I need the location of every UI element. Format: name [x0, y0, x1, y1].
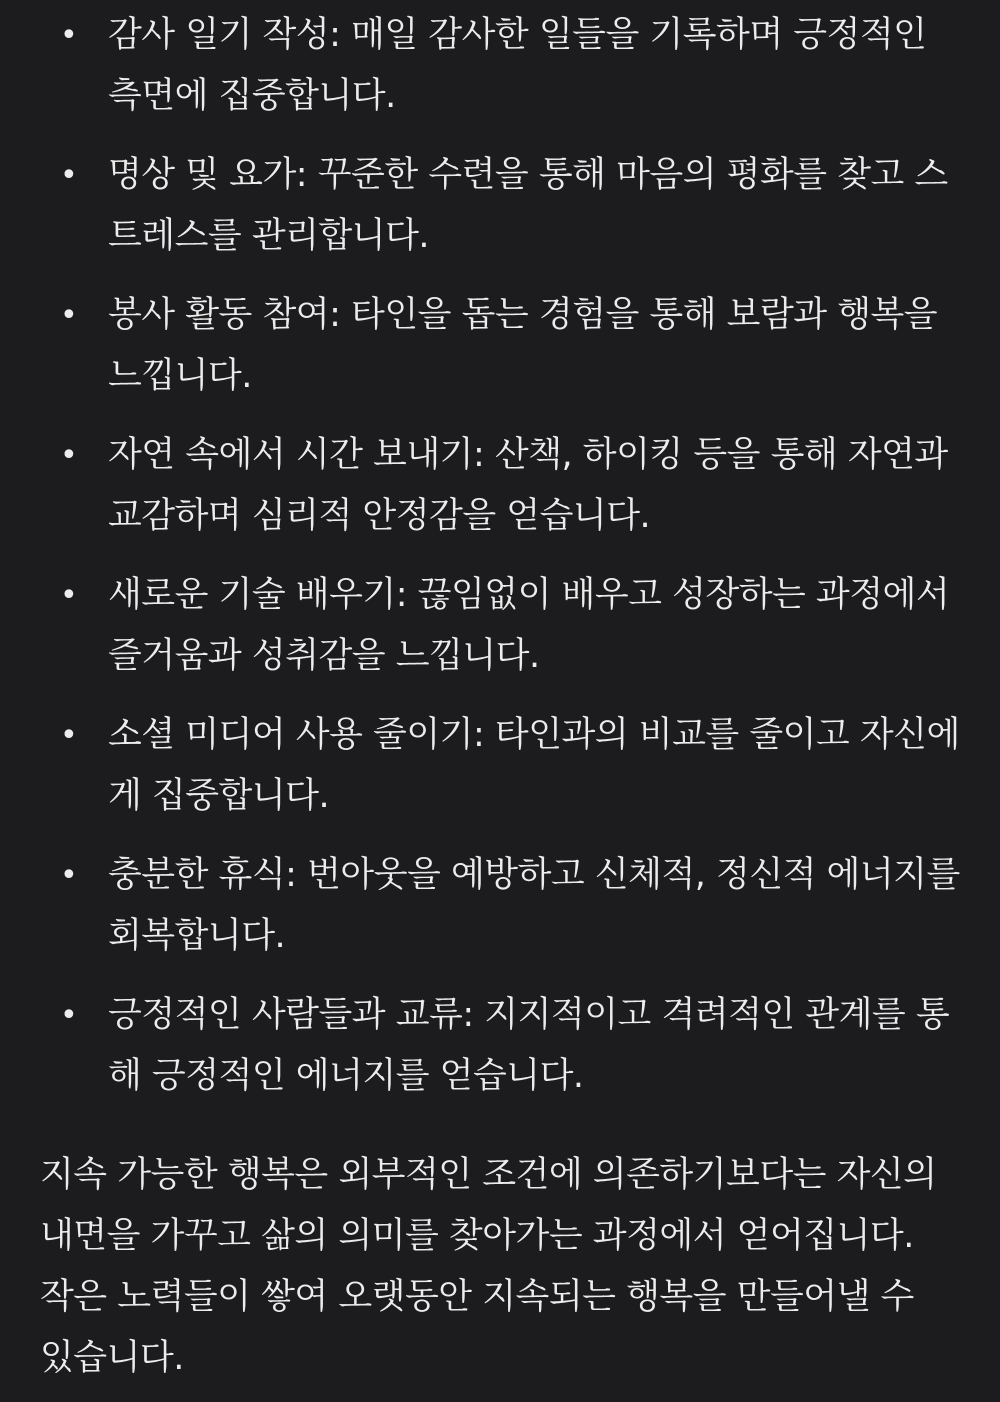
bullet-dot-icon: •: [60, 718, 78, 753]
list-item-text: 명상 및 요가: 꾸준한 수련을 통해 마음의 평화를 찾고 스트레스를 관리합니다.: [108, 155, 948, 256]
list-item: [40, 845, 960, 967]
bullet-dot-icon: •: [60, 158, 78, 193]
list-item-text: 자연 속에서 시간 보내기: 산책, 하이킹 등을 통해 자연과 교감하며 심리적 안정감을 얻습니다.: [108, 435, 948, 536]
bullet-dot-icon: •: [60, 578, 78, 613]
list-item: [40, 5, 960, 127]
summary-paragraph: 지속 가능한 행복은 외부적인 조건에 의존하기보다는 자신의 내면을 가꾸고 삶의 의미를 찾아가는 과정에서 얻어집니다. 작은 노력들이 쌓여 오랫동안 지속되는 행복을 만들어낼 수 있습니다.: [40, 1155, 937, 1378]
list-item-text: 소셜 미디어 사용 줄이기: 타인과의 비교를 줄이고 자신에게 집중합니다.: [108, 715, 960, 816]
list-item-text: 감사 일기 작성: 매일 감사한 일들을 기록하며 긍정적인 측면에 집중합니다.: [108, 15, 927, 116]
list-item: [40, 985, 960, 1107]
list-item: [40, 425, 960, 547]
bullet-dot-icon: •: [60, 438, 78, 473]
list-item: [40, 285, 960, 407]
bullet-dot-icon: •: [60, 18, 78, 53]
list-item: [40, 705, 960, 827]
bullet-dot-icon: •: [60, 298, 78, 333]
bullet-list: [40, 5, 960, 1107]
list-item-text: 긍정적인 사람들과 교류: 지지적이고 격려적인 관계를 통해 긍정적인 에너지를 얻습니다.: [108, 995, 950, 1096]
list-item-text: 새로운 기술 배우기: 끊임없이 배우고 성장하는 과정에서 즐거움과 성취감을 느낍니다.: [108, 575, 950, 676]
list-item-text: 충분한 휴식: 번아웃을 예방하고 신체적, 정신적 에너지를 회복합니다.: [108, 855, 960, 956]
list-item-text: 봉사 활동 참여: 타인을 돕는 경험을 통해 보람과 행복을 느낍니다.: [108, 295, 938, 396]
list-item: [40, 145, 960, 267]
bullet-dot-icon: •: [60, 998, 78, 1033]
bullet-dot-icon: •: [60, 858, 78, 893]
list-item: [40, 565, 960, 687]
